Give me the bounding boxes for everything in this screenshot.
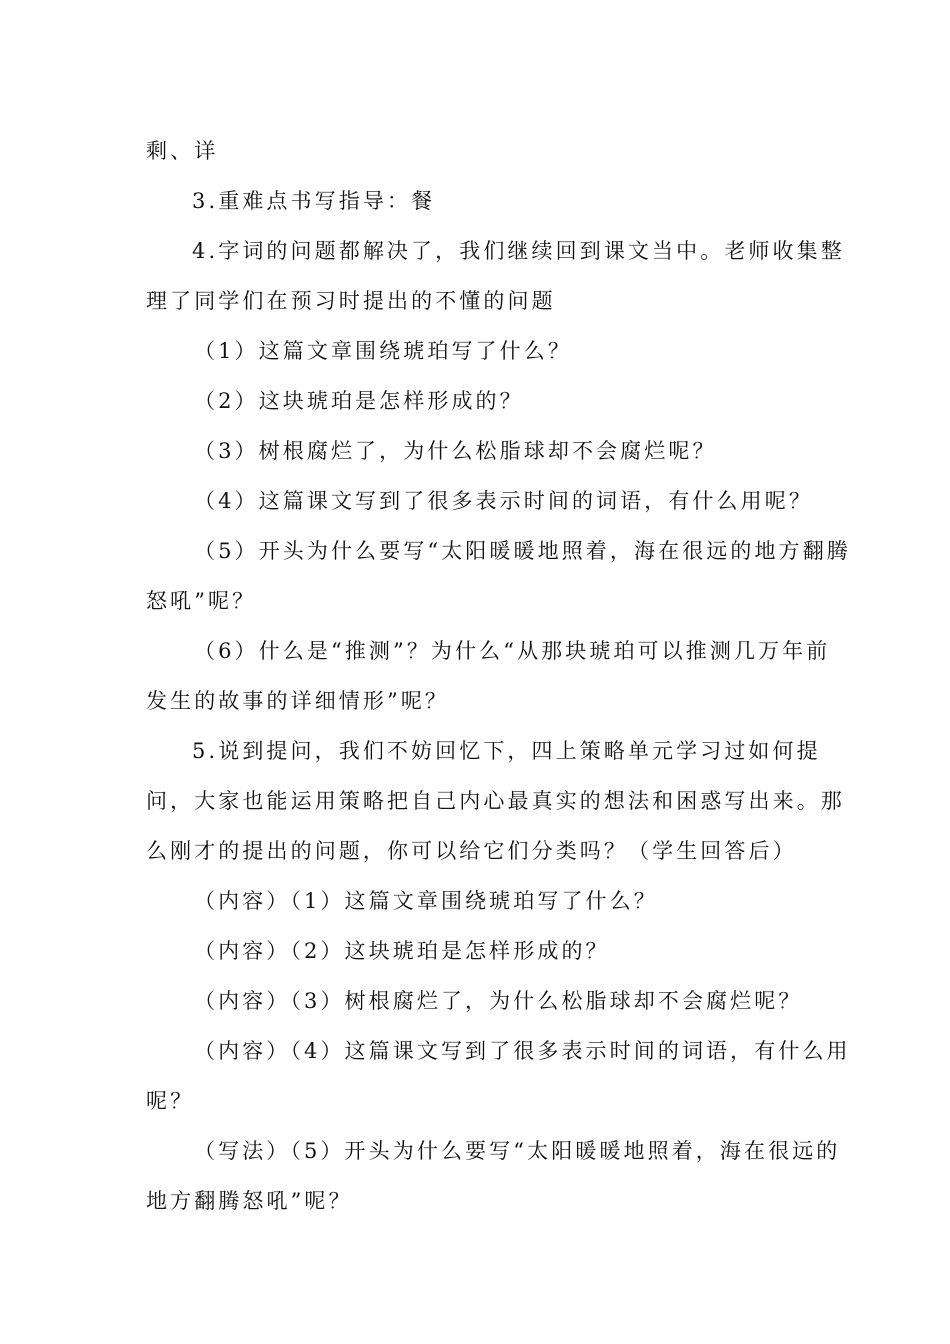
- text-line: （内容）（2）这块琥珀是怎样形成的？: [194, 939, 610, 963]
- text-line: （内容）（3）树根腐烂了，为什么松脂球却不会腐烂呢？: [194, 989, 803, 1013]
- text-line: （写法）（5）开头为什么要写“太阳暖暖地照着，海在很远的: [194, 1139, 841, 1163]
- text-line: 么刚才的提出的问题，你可以给它们分类吗？（学生回答后）: [146, 839, 797, 863]
- text-line: 4.字词的问题都解决了，我们继续回到课文当中。老师收集整: [192, 239, 845, 263]
- text-line: （3）树根腐烂了，为什么松脂球却不会腐烂呢？: [194, 439, 717, 463]
- text-line: （2）这块琥珀是怎样形成的？: [194, 389, 524, 413]
- document-body: [146, 132, 851, 1232]
- text-line: 理了同学们在预习时提出的不懂的问题: [146, 289, 556, 313]
- text-line: 呢？: [146, 1089, 195, 1113]
- text-line: 5.说到提问，我们不妨回忆下，四上策略单元学习过如何提: [192, 739, 821, 763]
- text-line: 问，大家也能运用策略把自己内心最真实的想法和困惑写出来。那: [146, 789, 845, 813]
- text-line: 3.重难点书写指导：餐: [192, 189, 436, 213]
- text-line: （5）开头为什么要写“太阳暖暖地照着，海在很远的地方翻腾: [194, 539, 851, 563]
- text-line: 剩、详: [146, 139, 219, 163]
- text-line: （1）这篇文章围绕琥珀写了什么？: [194, 339, 572, 363]
- text-line: （内容）（1）这篇文章围绕琥珀写了什么？: [194, 889, 658, 913]
- text-line: （4）这篇课文写到了很多表示时间的词语，有什么用呢？: [194, 489, 813, 513]
- text-line: （6）什么是“推测”？为什么“从那块琥珀可以推测几万年前: [194, 639, 831, 663]
- text-line: （内容）（4）这篇课文写到了很多表示时间的词语，有什么用: [194, 1039, 851, 1063]
- text-line: 地方翻腾怒吼”呢？: [146, 1189, 353, 1213]
- text-line: 怒吼”呢？: [146, 589, 257, 613]
- text-line: 发生的故事的详细情形”呢？: [146, 689, 450, 713]
